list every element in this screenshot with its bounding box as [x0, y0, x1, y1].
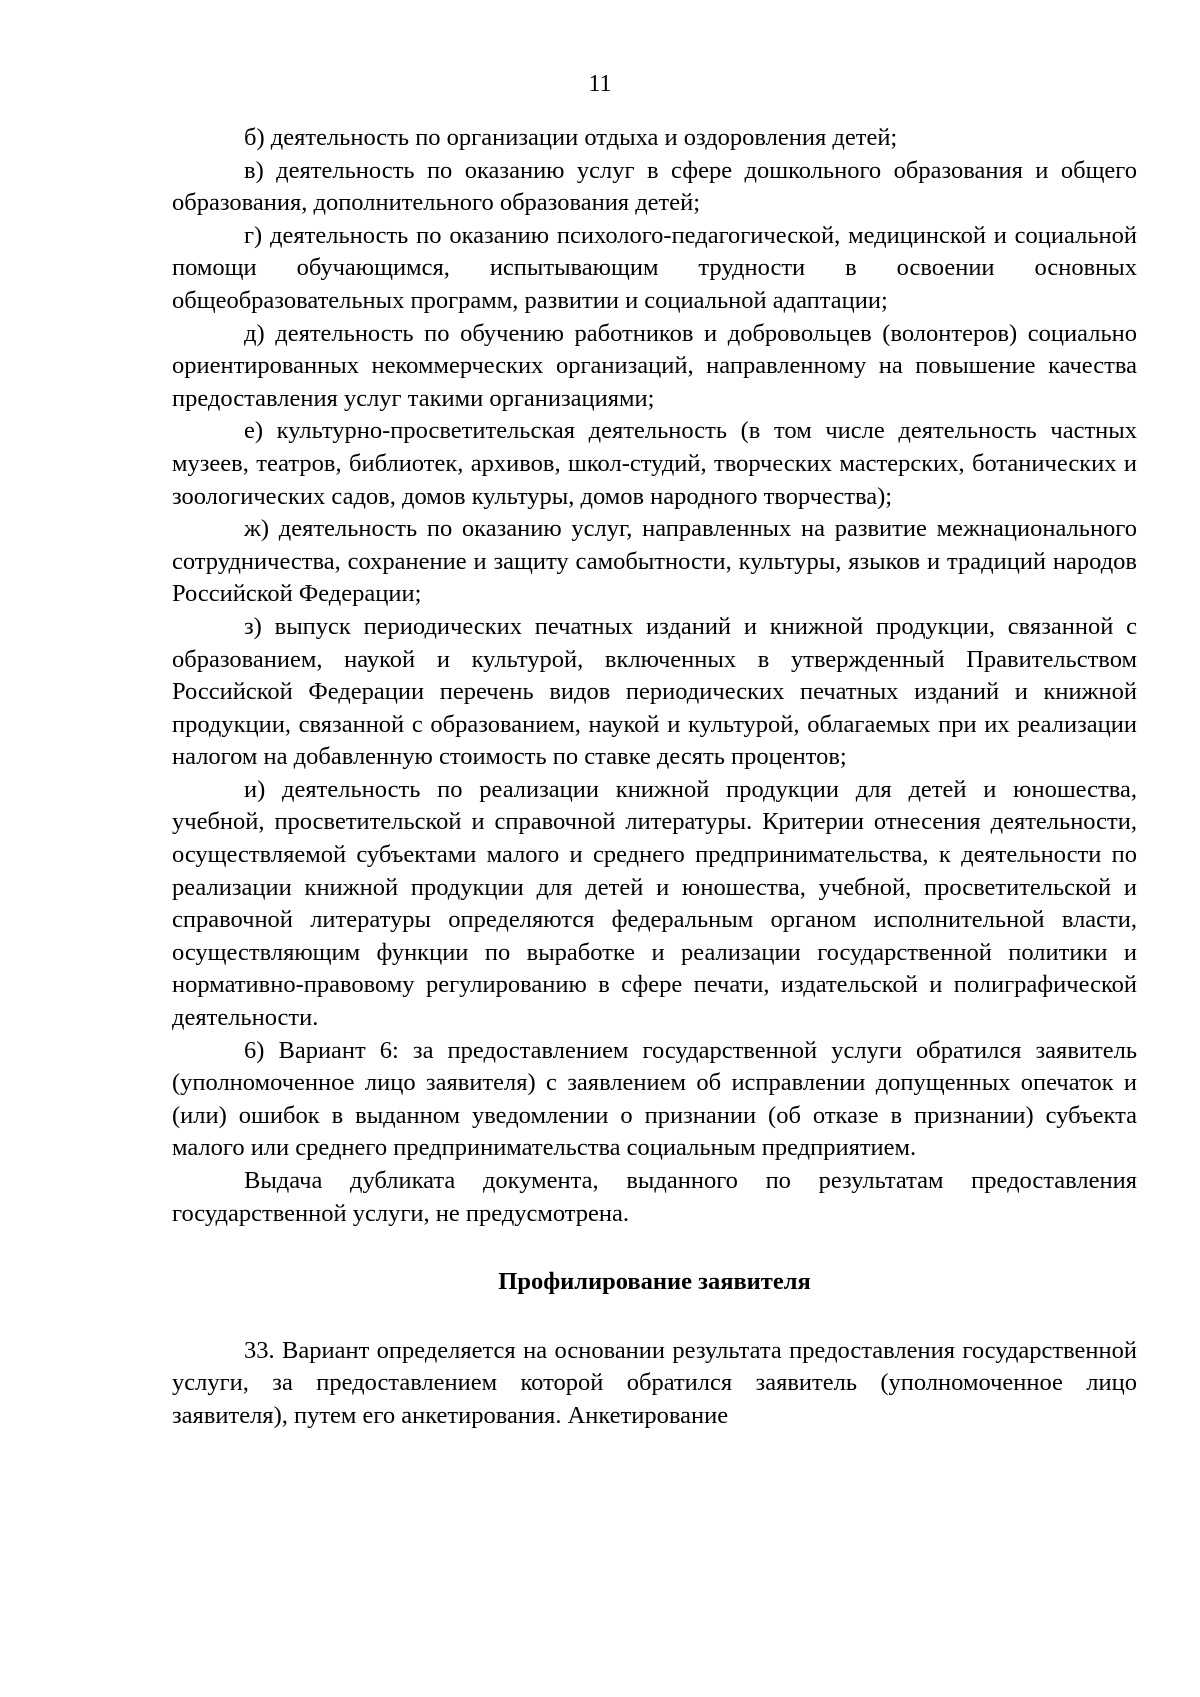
paragraph-g: г) деятельность по оказанию психолого-педагогической, медицинской и социальной помощи обучающимся, испытывающим трудности в освоении основных общеобразовательных программ, развитии и социальной адаптации;	[172, 221, 1137, 314]
paragraph-e: е) культурно-просветительская деятельность (в том числе деятельность частных музеев, театров, библиотек, архивов, школ-студий, творческих мастерских, ботанических и зоологических садов, домов культуры, домов народного творчества);	[172, 417, 1137, 510]
paragraph-i: и) деятельность по реализации книжной продукции для детей и юношества, учебной, просветительской и справочной литературы. Критерии отнесения деятельности, осуществляемой субъектами малого и среднего предпринимательства, к деятельности по реализации книжной продукции для детей и юношества, учебной, просветительской и справочной литературы определяются федеральным органом исполнительной власти, осуществляющим функции по выработке и реализации государственной политики и нормативно-правовому регулированию в сфере печати, издательской и полиграфической деятельности.	[172, 775, 1137, 1032]
paragraph-d: д) деятельность по обучению работников и добровольцев (волонтеров) социально ориентированных некоммерческих организаций, направленному на повышение качества предоставления услуг такими организациями;	[172, 319, 1137, 412]
paragraph-b: б) деятельность по организации отдыха и оздоровления детей;	[244, 124, 898, 151]
page-number: 11	[588, 71, 612, 97]
document-body	[172, 122, 1137, 1433]
paragraph-variant-6: 6) Вариант 6: за предоставлением государственной услуги обратился заявитель (уполномоченное лицо заявителя) с заявлением об исправлении допущенных опечаток и (или) ошибок в выданном уведомлении о признании (об отказе в признании) субъекта малого или среднего предпринимательства социальным предприятием.	[172, 1036, 1137, 1162]
paragraph-z: з) выпуск периодических печатных изданий и книжной продукции, связанной с образованием, наукой и культурой, включенных в утвержденный Правительством Российской Федерации перечень видов периодических печатных изданий и книжной продукции, связанной с образованием, наукой и культурой, облагаемых при их реализации налогом на добавленную стоимость по ставке десять процентов;	[172, 612, 1137, 771]
section-heading: Профилирование заявителя	[498, 1268, 811, 1296]
paragraph-33: 33. Вариант определяется на основании результата предоставления государственной услуги, за предоставлением которой обратился заявитель (уполномоченное лицо заявителя), путем его анкетирования. Анкетирование	[172, 1336, 1137, 1429]
paragraph-duplicate-note: Выдача дубликата документа, выданного по результатам предоставления государственной услуги, не предусмотрена.	[172, 1167, 1137, 1227]
paragraph-v: в) деятельность по оказанию услуг в сфере дошкольного образования и общего образования, дополнительного образования детей;	[172, 156, 1137, 217]
paragraph-zh: ж) деятельность по оказанию услуг, направленных на развитие межнационального сотрудничества, сохранение и защиту самобытности, культуры, языков и традиций народов Российской Федерации;	[172, 515, 1137, 608]
